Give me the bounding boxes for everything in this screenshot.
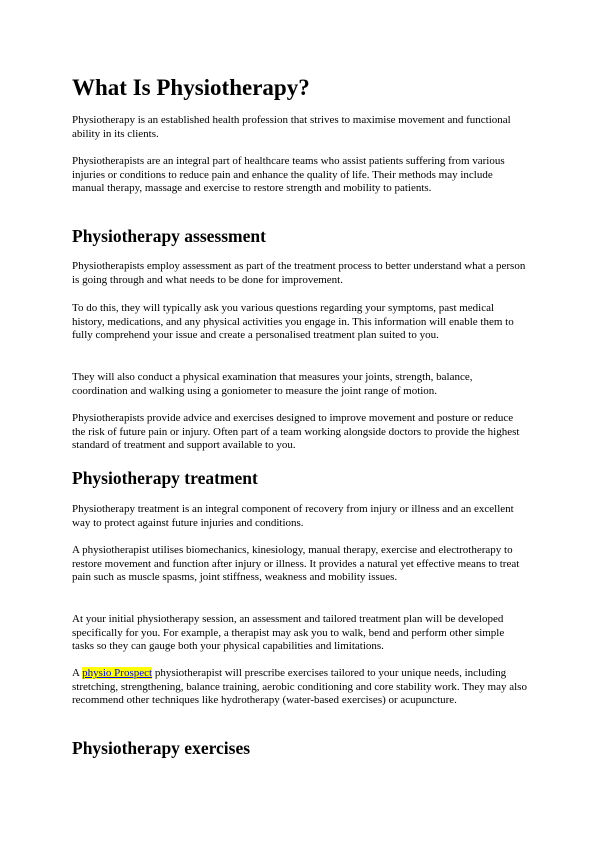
- treatment-heading: Physiotherapy treatment: [72, 468, 258, 488]
- treatment-p4-rest: physiotherapist will prescribe exercises tailored to your unique needs, including stretching, strengthening, balance training, aerobic conditioning and core stability work. They may also recommend other techniques like hydrotherapy (water-based exercises) or acupuncture.: [72, 667, 527, 707]
- physio-prospect-link[interactable]: physio Prospect: [82, 667, 153, 679]
- assessment-heading: Physiotherapy assessment: [72, 226, 266, 246]
- exercises-heading: Physiotherapy exercises: [72, 738, 251, 758]
- assessment-paragraph-2: To do this, they will typically ask you various questions regarding your symptoms, past medical history, medications, and any physical activities you engage in. This information will enable them to fully comprehend your issue and create a personalised treatment plan suited to you.: [72, 302, 514, 342]
- assessment-paragraph-4: Physiotherapists provide advice and exercises designed to improve movement and posture or reduce the risk of future pain or injury. Often part of a team working alongside doctors to provide the highest standard of treatment and support available to you.: [72, 412, 520, 452]
- assessment-paragraph-1: Physiotherapists employ assessment as part of the treatment process to better understand what a person is going through and what needs to be done for improvement.: [72, 260, 526, 286]
- treatment-paragraph-4: [72, 667, 527, 708]
- treatment-p4-start: A: [72, 667, 83, 679]
- assessment-paragraph-3: They will also conduct a physical examination that measures your joints, strength, balance, coordination and walking using a goniometer to measure the joint range of motion.: [72, 371, 473, 397]
- page-title: What Is Physiotherapy?: [72, 75, 310, 100]
- intro-paragraph-2: Physiotherapists are an integral part of healthcare teams who assist patients suffering from various injuries or conditions to reduce pain and enhance the quality of life. Their methods may include manual therapy, massage and exercise to restore strength and mobility to patients.: [72, 155, 505, 195]
- treatment-paragraph-2: A physiotherapist utilises biomechanics, kinesiology, manual therapy, exercise and electrotherapy to restore movement and function after injury or illness. It provides a natural yet effective means to treat pain such as muscle spasms, joint stiffness, weakness and mobility issues.: [72, 544, 520, 584]
- treatment-paragraph-3: At your initial physiotherapy session, an assessment and tailored treatment plan will be developed specifically for you. For example, a therapist may ask you to walk, bend and perform other simple tasks so they can gauge both your physical capabilities and limitations.: [72, 613, 505, 653]
- intro-paragraph-1: Physiotherapy is an established health profession that strives to maximise movement and functional ability in its clients.: [72, 114, 511, 140]
- treatment-paragraph-1: Physiotherapy treatment is an integral component of recovery from injury or illness and an excellent way to protect against future injuries and conditions.: [72, 503, 514, 529]
